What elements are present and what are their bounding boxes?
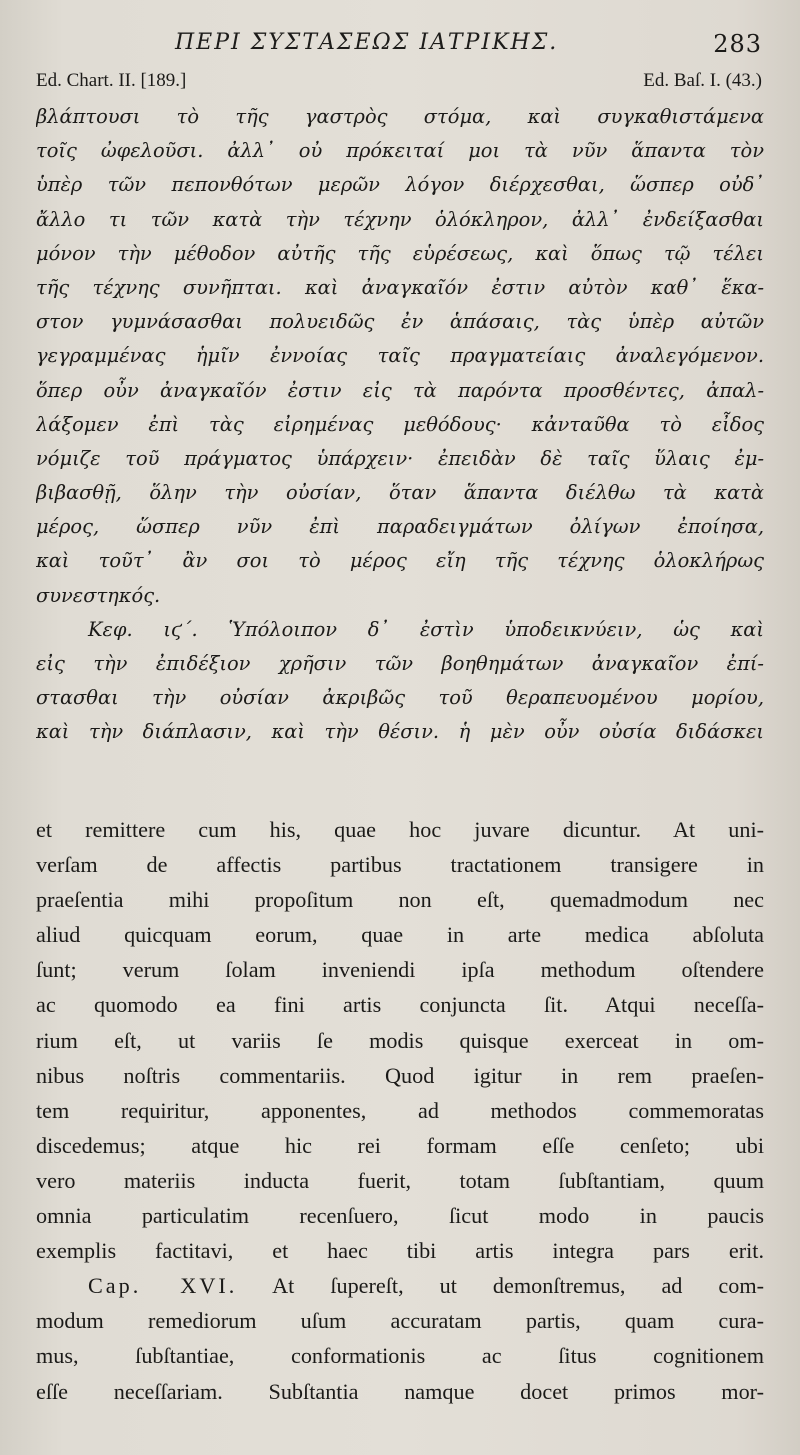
greek-line: εἰς τὴν ἐπιδέξιον χρῆσιν τῶν βοηθημάτων ἀναγκαῖον ἐπί- (36, 652, 764, 675)
latin-text-block (36, 812, 764, 1409)
running-title: ΠΕΡΙ ΣΥΣΤΑΣΕΩΣ ΙΑΤΡΙΚΗΣ. (175, 30, 559, 55)
greek-chapter-label: Κεφ. ιϛ΄. (88, 617, 198, 641)
latin-line: modum remediorum uſum accuratam partis, quam cura- (36, 1308, 764, 1334)
page-number: 283 (713, 30, 762, 58)
latin-line: rium eſt, ut variis ſe modis quisque exerceat in om- (36, 1027, 764, 1053)
greek-line: βιβασθῇ, ὅλην τὴν οὐσίαν, ὅταν ἅπαντα διέλθω τὰ κατὰ (36, 481, 764, 505)
greek-chapter-first-line (36, 613, 764, 647)
latin-line: et remittere cum his, quae hoc juvare dicuntur. At uni- (36, 817, 764, 842)
greek-line: βλάπτουσι τὸ τῆς γαστρὸς στόμα, καὶ συγκαθιστάμενα (36, 105, 764, 128)
greek-chapter-opening: Ὑπόλοιπον δ᾽ ἐστὶν ὑποδεικνύειν, ὡς καὶ (228, 617, 764, 641)
latin-line: ſunt; verum ſolam inveniendi ipſa methodum oſtendere (36, 957, 764, 983)
latin-line: vero materiis inducta fuerit, totam ſubſtantiam, quum (36, 1167, 764, 1193)
greek-text-block (36, 100, 764, 750)
greek-line: λάξομεν ἐπὶ τὰς εἰρημένας μεθόδους· κἀνταῦθα τὸ εἶδος (36, 412, 764, 436)
latin-line: verſam de affectis partibus tractationem transigere in (36, 852, 764, 878)
edition-references (36, 70, 762, 96)
latin-line: exemplis factitavi, et haec tibi artis integra pars erit. (36, 1238, 764, 1264)
greek-line: τῆς τέχνης συνῆπται. καὶ ἀναγκαῖόν ἐστιν αὐτὸν καθ᾽ ἕκα- (36, 275, 764, 299)
greek-line: συνεστηκός. (36, 583, 161, 607)
greek-line: καὶ τὴν διάπλασιν, καὶ τὴν θέσιν. ἡ μὲν οὖν οὐσία διδάσκει (36, 720, 764, 744)
edition-reference-basel: Ed. Baſ. I. (43.) (643, 70, 762, 91)
latin-line: omnia particulatim recenſuero, ſicut modo in paucis (36, 1203, 764, 1229)
latin-line: eſſe neceſſariam. Subſtantia namque docet primos mor- (36, 1378, 764, 1404)
greek-line: ἄλλο τι τῶν κατὰ τὴν τέχνην ὁλόκληρον, ἀλλ᾽ ἐνδείξασθαι (36, 207, 764, 231)
latin-line: discedemus; atque hic rei formam eſſe cenſeto; ubi (36, 1132, 764, 1158)
greek-line: ὑπὲρ τῶν πεπονθότων μερῶν λόγον διέρχεσθαι, ὥσπερ οὐδ᾽ (36, 173, 764, 197)
latin-line: praeſentia mihi propoſitum non eſt, quemadmodum nec (36, 887, 764, 913)
greek-line: γεγραμμένας ἡμῖν ἐννοίας ταῖς πραγματείαις ἀναλεγόμενον. (36, 344, 764, 368)
greek-line: μέρος, ὥσπερ νῦν ἐπὶ παραδειγμάτων ὀλίγων ἐποίησα, (36, 515, 764, 539)
latin-line: mus, ſubſtantiae, conformationis ac ſitus cognitionem (36, 1343, 764, 1369)
greek-line: ὅπερ οὖν ἀναγκαῖόν ἐστιν εἰς τὰ παρόντα προσθέντες, ἀπαλ- (36, 378, 764, 402)
latin-chapter-first-line (36, 1268, 764, 1303)
edition-reference-chartier: Ed. Chart. II. [189.] (36, 70, 187, 91)
greek-line: μόνον τὴν μέθοδον αὐτῆς τῆς εὑρέσεως, καὶ ὅπως τῷ τέλει (36, 241, 764, 265)
latin-line: ac quomodo ea fini artis conjuncta ſit. Atqui neceſſa- (36, 992, 764, 1018)
greek-line: καὶ τοῦτ᾽ ἂν σοι τὸ μέρος εἴη τῆς τέχνης ὁλοκλήρως (36, 549, 764, 573)
latin-line: tem requiritur, apponentes, ad methodos commemoratas (36, 1097, 764, 1123)
latin-line: nibus noſtris commentariis. Quod igitur in rem praeſen- (36, 1062, 764, 1088)
greek-line: νόμιζε τοῦ πράγματος ὑπάρχειν· ἐπειδὰν δὲ ταῖς ὕλαις ἐμ- (36, 446, 764, 470)
greek-line: στον γυμνάσασθαι πολυειδῶς ἐν ἁπάσαις, τὰς ὑπὲρ αὐτῶν (36, 310, 764, 334)
latin-line: aliud quicquam eorum, quae in arte medica abſoluta (36, 922, 764, 948)
greek-line: στασθαι τὴν οὐσίαν ἀκριβῶς τοῦ θεραπευομένου μορίου, (36, 686, 764, 710)
latin-chapter-label: Cap. XVI. (88, 1273, 238, 1299)
greek-line: τοῖς ὠφελοῦσι. ἀλλ᾽ οὐ πρόκειταί μοι τὰ νῦν ἅπαντα τὸν (36, 139, 764, 163)
latin-chapter-opening: At ſupereſt, ut demonſtremus, ad com- (272, 1273, 764, 1299)
running-head (40, 30, 762, 62)
